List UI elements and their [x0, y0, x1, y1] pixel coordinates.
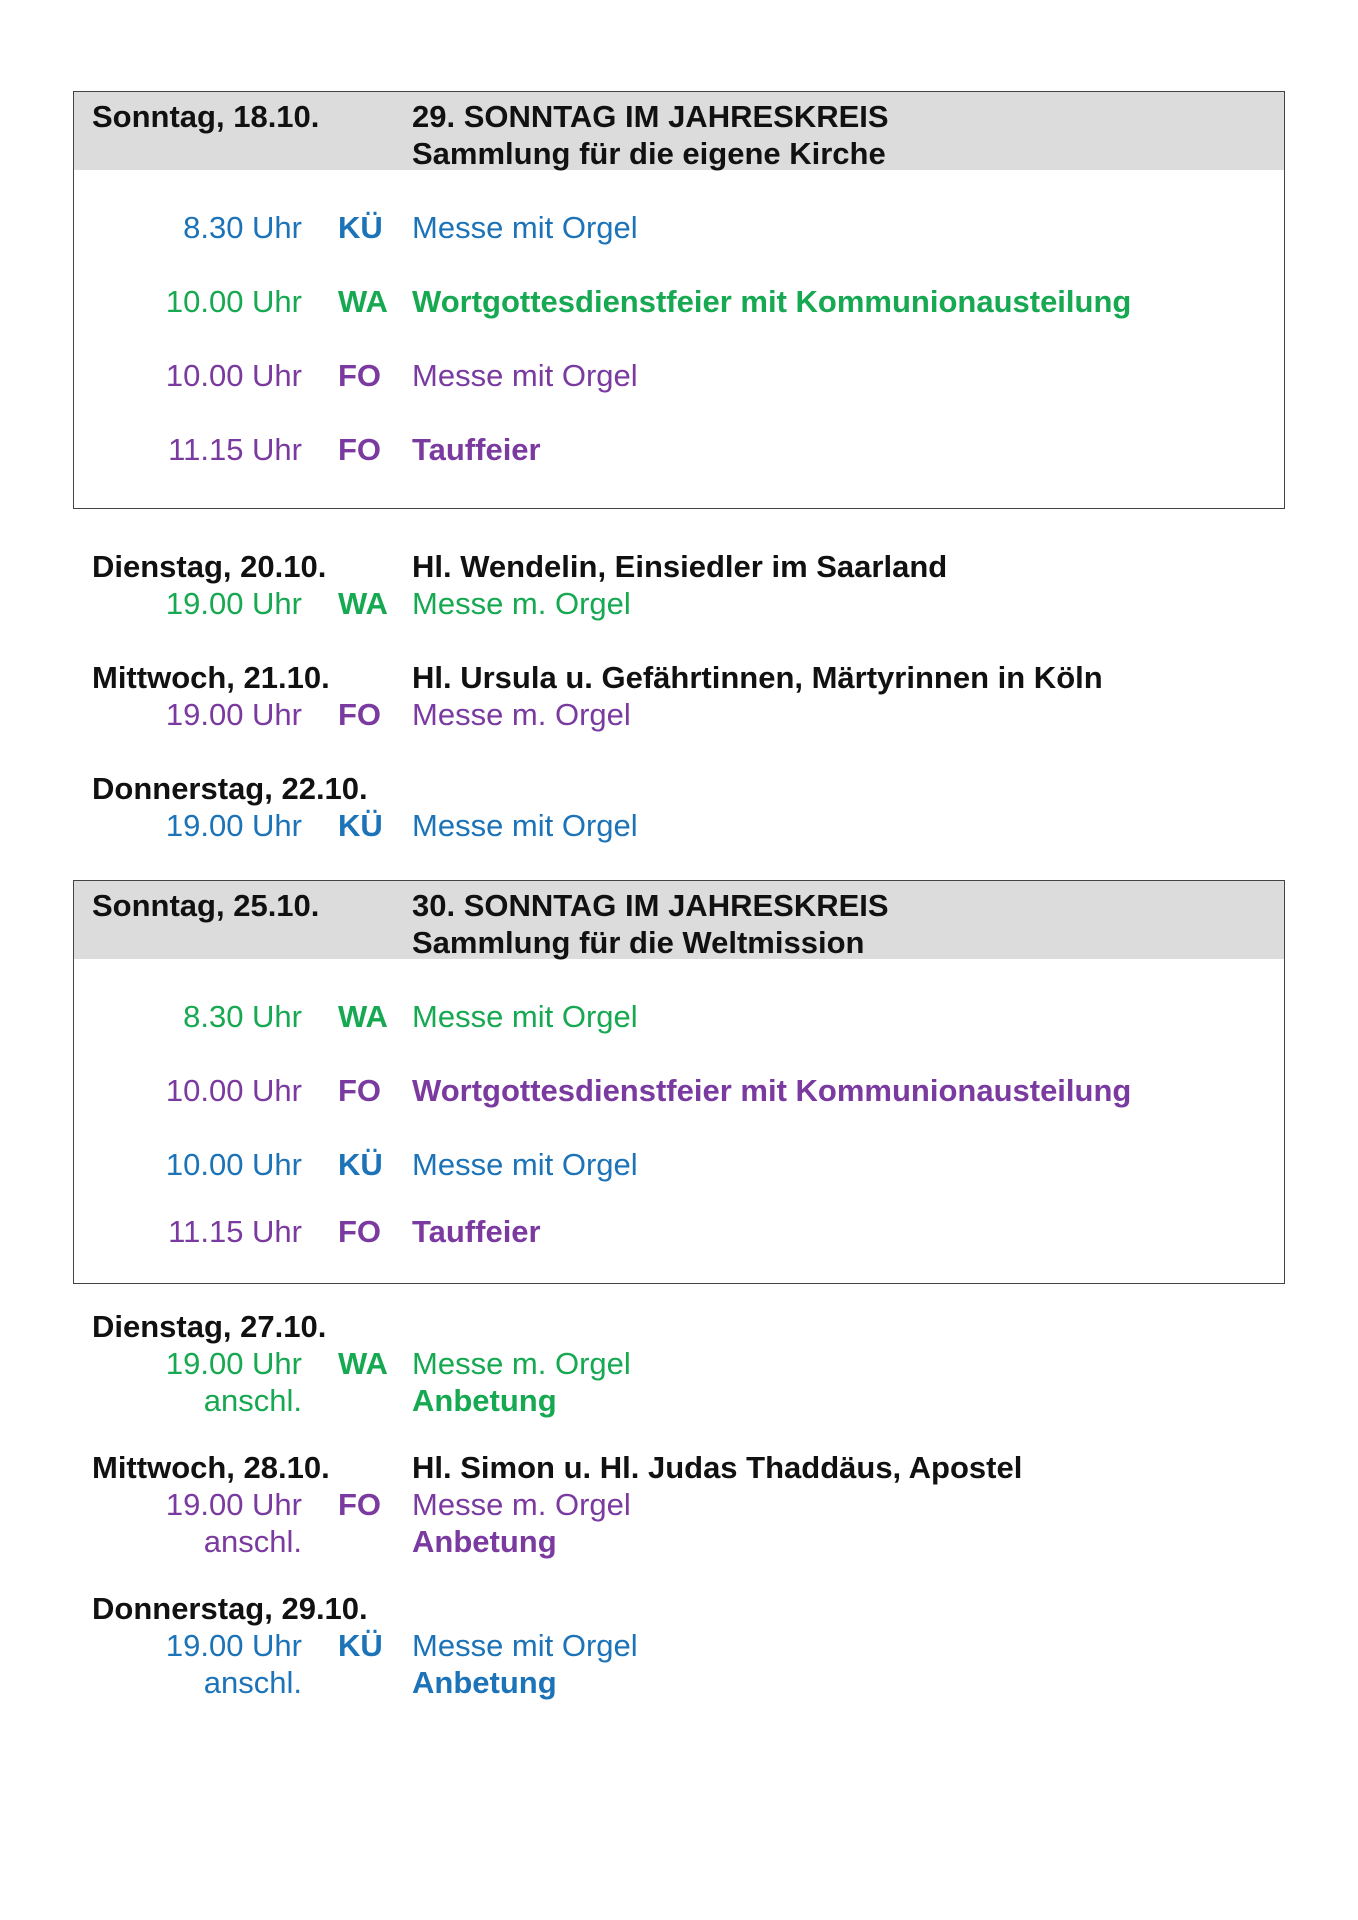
event-description-followup: Anbetung	[412, 1524, 557, 1559]
collection-note: Sammlung für die eigene Kirche	[412, 136, 886, 171]
event-description: Messe mit Orgel	[412, 808, 638, 843]
event-location: FO	[338, 358, 382, 393]
event-location: KÜ	[338, 1628, 383, 1663]
day-label: Mittwoch, 28.10.	[92, 1450, 330, 1485]
liturgical-title: 30. SONNTAG IM JAHRESKREIS	[412, 888, 889, 923]
event-location: WA	[338, 284, 388, 319]
event-description: Wortgottesdienstfeier mit Kommunionausteilung	[412, 1073, 1132, 1108]
event-location: FO	[338, 1073, 382, 1108]
saint-title: Hl. Simon u. Hl. Judas Thaddäus, Apostel	[412, 1450, 1023, 1485]
event-location: KÜ	[338, 1147, 383, 1182]
day-label: Mittwoch, 21.10.	[92, 660, 330, 695]
event-description-followup: Anbetung	[412, 1665, 557, 1700]
liturgical-title: 29. SONNTAG IM JAHRESKREIS	[412, 99, 889, 134]
event-description: Tauffeier	[412, 1214, 541, 1249]
event-description: Messe m. Orgel	[412, 586, 631, 621]
event-description: Messe m. Orgel	[412, 697, 631, 732]
event-description: Messe m. Orgel	[412, 1487, 631, 1522]
event-location: KÜ	[338, 808, 383, 843]
event-location: WA	[338, 586, 388, 621]
day-label: Donnerstag, 22.10.	[92, 771, 368, 806]
event-time: 11.15 Uhr	[168, 1214, 302, 1249]
event-description: Messe mit Orgel	[412, 358, 638, 393]
day-label: Donnerstag, 29.10.	[92, 1591, 368, 1626]
event-description: Messe mit Orgel	[412, 1147, 638, 1182]
saint-title: Hl. Wendelin, Einsiedler im Saarland	[412, 549, 948, 584]
event-time: 19.00 Uhr	[165, 808, 302, 843]
event-location: WA	[338, 1346, 388, 1381]
event-description: Messe mit Orgel	[412, 210, 638, 245]
event-location: FO	[338, 432, 382, 467]
event-time: 19.00 Uhr	[165, 1628, 302, 1663]
event-time: 10.00 Uhr	[165, 1147, 302, 1182]
saint-title: Hl. Ursula u. Gefährtinnen, Märtyrinnen in Köln	[412, 660, 1103, 695]
event-time: 19.00 Uhr	[165, 697, 302, 732]
event-time-followup: anschl.	[203, 1524, 302, 1559]
event-description-followup: Anbetung	[412, 1383, 557, 1418]
event-location: KÜ	[338, 210, 383, 245]
day-label: Dienstag, 27.10.	[92, 1309, 327, 1344]
event-time: 10.00 Uhr	[165, 1073, 302, 1108]
event-description: Messe mit Orgel	[412, 999, 638, 1034]
event-time: 8.30 Uhr	[183, 210, 302, 245]
event-description: Tauffeier	[412, 432, 541, 467]
event-time: 8.30 Uhr	[183, 999, 302, 1034]
event-description: Messe m. Orgel	[412, 1346, 631, 1381]
event-time: 11.15 Uhr	[168, 432, 302, 467]
day-label: Sonntag, 25.10.	[92, 888, 320, 923]
event-time: 19.00 Uhr	[165, 586, 302, 621]
event-time-followup: anschl.	[203, 1665, 302, 1700]
event-time-followup: anschl.	[203, 1383, 302, 1418]
event-time: 19.00 Uhr	[165, 1346, 302, 1381]
event-time: 10.00 Uhr	[165, 358, 302, 393]
event-description: Messe mit Orgel	[412, 1628, 638, 1663]
event-location: FO	[338, 1487, 382, 1522]
day-label: Dienstag, 20.10.	[92, 549, 327, 584]
event-description: Wortgottesdienstfeier mit Kommunionausteilung	[412, 284, 1132, 319]
event-location: WA	[338, 999, 388, 1034]
event-location: FO	[338, 697, 382, 732]
day-label: Sonntag, 18.10.	[92, 99, 320, 134]
collection-note: Sammlung für die Weltmission	[412, 925, 865, 960]
event-time: 10.00 Uhr	[165, 284, 302, 319]
event-time: 19.00 Uhr	[165, 1487, 302, 1522]
event-location: FO	[338, 1214, 382, 1249]
